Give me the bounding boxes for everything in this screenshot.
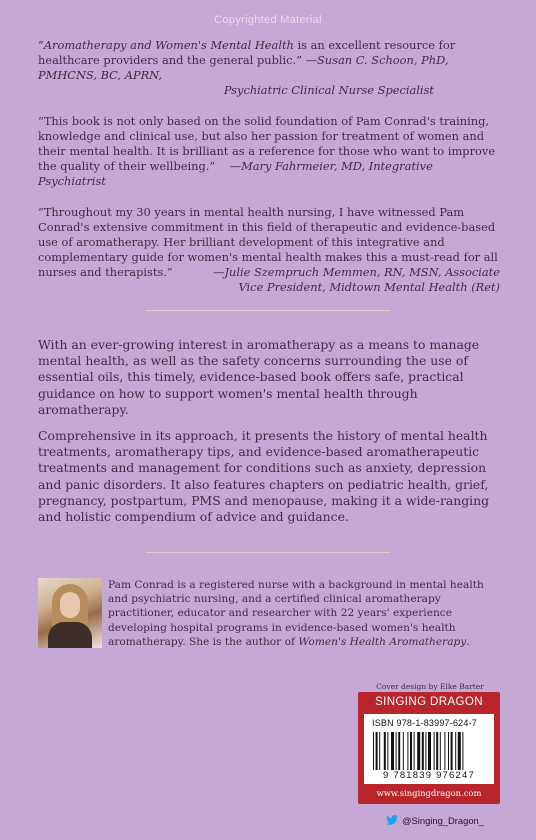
book-title-reference: Aromatherapy and Women's Mental Health bbox=[43, 38, 294, 52]
barcode bbox=[372, 732, 486, 770]
review-quote-1-attribution-title: Psychiatric Clinical Nurse Specialist bbox=[223, 83, 434, 97]
review-quote-3-attribution-title: Vice President, Midtown Mental Health (Ret) bbox=[238, 280, 500, 294]
review-quote-1-body: is an excellent resource for healthcare providers and the general public.” bbox=[38, 38, 456, 67]
review-quote-2-body: “This book is not only based on the solid foundation of Pam Conrad's training, knowledge and clinical use, but also her passion for treatment of women and their mental health. It is brilliant as a reference for those who want to improve the quality of their wellbeing.” bbox=[38, 114, 496, 173]
review-quotes bbox=[38, 38, 500, 311]
review-quote-2-text bbox=[38, 114, 500, 189]
description-paragraph-2: Comprehensive in its approach, it presents the history of mental health treatments, aromatherapy tips, and evidence-based aromatherapeutic treatments and management for conditions such as anxiety, depression and panic disorders. It also features chapters on pediatric health, grief, pregnancy, postpartum, PMS and menopause, making it a wide-ranging and holistic compendium of advice and guidance. bbox=[38, 428, 490, 525]
author-bio-text: is a registered nurse with a background in mental health and psychiatric nursing, and a certified clinical aromatherapy practitioner, educator and researcher with 22 years' experience developing hospital programs in evidence-based women's health aromatherapy. She is the author of bbox=[108, 579, 484, 648]
twitter-bird-icon bbox=[386, 815, 398, 825]
review-quote-1-attribution: —Susan C. Schoon, PhD, PMHCNS, BC, APRN, bbox=[38, 53, 449, 82]
author-name: Pam Conrad bbox=[108, 579, 174, 591]
author-book-title: Women's Health Aromatherapy bbox=[298, 635, 467, 648]
section-divider-bottom bbox=[146, 552, 390, 553]
barcode-digits: 9 781839 976247 bbox=[383, 770, 475, 781]
review-quote-1 bbox=[38, 38, 500, 98]
description-paragraph-1: With an ever-growing interest in aromatherapy as a means to manage mental health, as well as the safety concerns surrounding the use of essential oils, this timely, evidence-based book offers safe, practical guidance on how to support women's mental health through aromatherapy. bbox=[38, 337, 480, 417]
review-quote-3 bbox=[38, 205, 500, 295]
twitter-handle[interactable] bbox=[386, 813, 506, 827]
isbn-number: ISBN 978-1-83997-624-7 bbox=[372, 718, 477, 728]
author-bio bbox=[108, 578, 506, 649]
author-bio-end: . bbox=[466, 635, 470, 648]
barcode-panel bbox=[364, 714, 494, 784]
section-divider-top bbox=[146, 310, 390, 311]
book-description bbox=[38, 337, 500, 535]
publisher-box bbox=[358, 692, 500, 804]
copyright-watermark: Copyrighted Material bbox=[214, 14, 322, 26]
twitter-handle-text: @Singing_Dragon_ bbox=[402, 814, 484, 826]
review-quote-2-attribution: —Mary Fahrmeier, MD, Integrative Psychiatrist bbox=[38, 159, 433, 188]
publisher-url[interactable]: www.singingdragon.com bbox=[376, 788, 482, 798]
cover-design-credit: Cover design by Elke Barter bbox=[376, 682, 484, 691]
publisher-name: SINGING DRAGON bbox=[375, 696, 483, 708]
review-quote-2 bbox=[38, 114, 500, 189]
author-photo bbox=[38, 578, 102, 648]
review-quote-1-text: “Aromatherapy and Women's Mental Health is an excellent resource for healthcare providers and the general public.” —Susan C. Schoon, PhD, PMHCNS, BC, APRN, bbox=[38, 38, 456, 82]
review-quote-3-text: “Throughout my 30 years in mental health nursing, I have witnessed Pam Conrad's extensive commitment in this field of therapeutic and evidence-based use of aromatherapy. Her brilliant development of this integrative and complementary guide for women's mental health makes this a must-read for all nurses and therapists.” bbox=[38, 205, 498, 279]
review-quote-3-attribution: —Julie Szempruch Memmen, RN, MSN, Associate bbox=[213, 265, 500, 279]
